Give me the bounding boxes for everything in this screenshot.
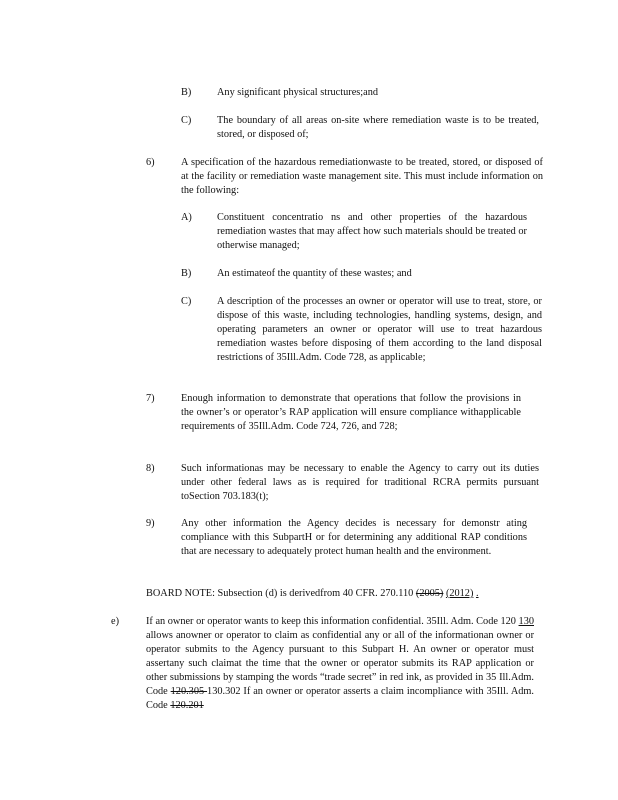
text-run: If an owner or operator wants to keep this information confidential. 35Ill. Adm. Code 120 [146, 616, 519, 627]
item-text: Any other information the Agency decides is necessary for demonstr ating compliance with this SubpartH or for determining any additional RAP conditions that are necessary to adequately protect human health and the environment. [181, 518, 527, 557]
item-label: B) [181, 268, 192, 279]
item-text: A description of the processes an owner or operator will use to treat, store, or dispose of this waste, including technologies, handling systems, design, and operating parameters an owner or operator will use to treat hazardous remediation wastes before disposing of them according to the land disposal restrictions of 35Ill.Adm. Code 728, as applicable; [217, 296, 542, 363]
item-label: 8) [146, 463, 155, 474]
deleted-text: 120.305 [170, 686, 208, 697]
item-label: C) [181, 115, 192, 126]
item-label: e) [111, 616, 119, 627]
item-text: A specification of the hazardous remediationwaste to be treated, stored, or disposed of at the facility or remediation waste management site. This must include information on the following: [181, 157, 543, 196]
inserted-text: (2012) [445, 588, 474, 599]
item-text: An estimateof the quantity of these wastes; and [217, 268, 412, 279]
item-text: Constituent concentratio ns and other properties of the hazardous remediation wastes that may affect how such materials should be treated or otherwise managed; [217, 212, 527, 251]
text-run: allows anowner or operator to claim as confidential any or all of the informationan owner or operator submits to the Agency pursuant to this Subpart H. An owner or operator must assertany such claimat the time that the owner or operator submits its RAP application or other submissions by stamping the words “trade secret” in red ink, as provided in 35 Ill.Adm. Code [146, 630, 534, 697]
item-label: C) [181, 296, 192, 307]
deleted-text: (2005) [415, 588, 444, 599]
item-text: The boundary of all areas on-site where remediation waste is to be treated, stored, or disposed of; [217, 115, 539, 140]
item-label: 7) [146, 393, 155, 404]
text-run: 130.302 If an owner or operator asserts a claim incompliance with 35Ill. Adm. Code [146, 686, 534, 711]
board-note-period: . [475, 588, 479, 599]
deleted-text: 120.201 [170, 700, 204, 711]
item-label: 6) [146, 157, 155, 168]
inserted-text: 130 [518, 616, 534, 627]
item-text [146, 615, 534, 713]
item-text: Any significant physical structures;and [217, 87, 378, 98]
item-label: B) [181, 87, 192, 98]
item-text: Enough information to demonstrate that operations that follow the provisions in the owner’s or operator’s RAP application will ensure compliance withapplicable requirements of 35Ill.Adm. Code 724, 726, and 728; [181, 393, 521, 432]
item-label: 9) [146, 518, 155, 529]
item-label: A) [181, 212, 192, 223]
item-text: Such informationas may be necessary to enable the Agency to carry out its duties under other federal laws as is required for traditional RCRA permits pursuant toSection 703.183(t); [181, 463, 539, 502]
board-note-text: BOARD NOTE: Subsection (d) is derivedfrom 40 CFR. 270.110 [146, 588, 416, 599]
board-note [146, 587, 546, 601]
